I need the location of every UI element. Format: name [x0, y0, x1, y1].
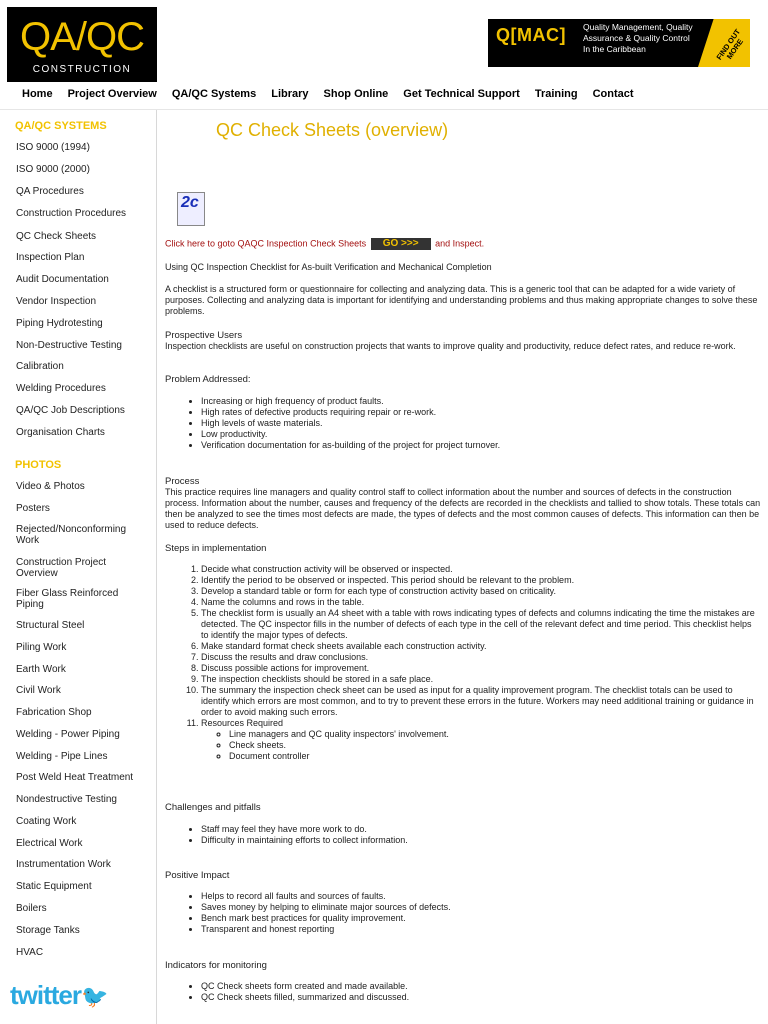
sidebar-item[interactable]: Calibration [16, 361, 64, 372]
list-item: • Difficulty in maintaining efforts to collect information. [201, 835, 761, 846]
twitter-link[interactable] [10, 980, 107, 1011]
list-item: • Increasing or high frequency of product faults. [201, 396, 761, 407]
step-text: Name the columns and rows in the table. [201, 597, 365, 607]
problem-heading: Problem Addressed: [165, 374, 251, 385]
step-text: Discuss the results and draw conclusions. [201, 652, 369, 662]
process-text: This practice requires line managers and quality control staff to collect information about the number and sources of defects in the construction process. Information about the number, causes and frequency of the defects are recorded in the checklists and tallied to show totals. These totals can then be analyzed to see the times most defects are made, the types of defects and the most common causes of defects. This information can then be used to reduce defects. [165, 487, 761, 530]
step-item [201, 597, 761, 608]
sidebar-item[interactable]: QC Check Sheets [16, 231, 97, 242]
list-item: • Bench mark best practices for quality improvement. [201, 913, 761, 924]
sidebar-item[interactable]: ISO 9000 (1994) [16, 142, 90, 153]
list-item: • Staff may feel they have more work to do. [201, 824, 761, 835]
sidebar-heading-photos: PHOTOS [15, 459, 62, 471]
sidebar-item[interactable]: Welding - Pipe Lines [16, 751, 108, 762]
sidebar-item[interactable]: Fabrication Shop [16, 707, 92, 718]
sidebar-item[interactable]: Construction Project Overview [16, 557, 107, 579]
list-item: • QC Check sheets form created and made available. [201, 981, 761, 992]
step-item [201, 652, 761, 663]
process-heading: Process [165, 476, 200, 487]
nav-training[interactable]: Training [534, 88, 578, 100]
sidebar-item[interactable]: Piling Work [16, 642, 67, 653]
list-item: • High levels of waste materials. [201, 418, 761, 429]
sidebar-item[interactable]: QA/QC Job Descriptions [16, 405, 125, 416]
problems-list [165, 396, 761, 451]
sidebar-item[interactable]: HVAC [16, 947, 44, 958]
indicators-list [165, 981, 761, 1003]
sidebar-heading-systems: QA/QC SYSTEMS [15, 120, 107, 132]
sidebar-item[interactable]: Welding - Power Piping [16, 729, 120, 740]
sidebar-item[interactable]: Structural Steel [16, 620, 85, 631]
banner-tagline: Quality Management, Quality Assurance & Quality Control In the Caribbean [583, 22, 693, 54]
step-item [201, 575, 761, 586]
indicators-heading: Indicators for monitoring [165, 960, 267, 971]
resource-item: ◦ Check sheets. [229, 740, 761, 751]
prospective-users-heading: Prospective Users [165, 330, 243, 341]
sidebar-item[interactable]: Non-Destructive Testing [16, 340, 122, 351]
step-text: Discuss possible actions for improvement. [201, 663, 370, 673]
sidebar-item[interactable]: Audit Documentation [16, 274, 109, 285]
sidebar-item[interactable]: Piping Hydrotesting [16, 318, 103, 329]
sidebar-item[interactable]: Coating Work [16, 816, 77, 827]
step-item [201, 685, 761, 718]
sidebar-item[interactable]: Nondestructive Testing [16, 794, 117, 805]
sidebar-item[interactable]: Static Equipment [16, 881, 92, 892]
step-text: Develop a standard table or form for each type of construction activity based on criticality. [201, 586, 557, 596]
list-item: • Helps to record all faults and sources of faults. [201, 891, 761, 902]
steps-heading: Steps in implementation [165, 543, 267, 554]
list-item: • QC Check sheets filled, summarized and discussed. [201, 992, 761, 1003]
nav-project-overview[interactable]: Project Overview [67, 88, 157, 100]
challenges-heading: Challenges and pitfalls [165, 802, 261, 813]
sidebar-item[interactable]: Earth Work [16, 664, 66, 675]
sidebar-item[interactable]: Storage Tanks [16, 925, 80, 936]
resources-list [201, 729, 761, 762]
sidebar-item[interactable]: Civil Work [16, 685, 61, 696]
sidebar-item[interactable]: Video & Photos [16, 481, 85, 492]
logo-text: QA/QC [20, 15, 144, 59]
step-text: The inspection checklists should be stored in a safe place. [201, 674, 434, 684]
find-out-more-link[interactable]: FIND OUT MORE [714, 27, 746, 62]
sidebar-item[interactable]: Organisation Charts [16, 427, 105, 438]
step-text: Make standard format check sheets available each construction activity. [201, 641, 487, 651]
challenges-list [165, 824, 761, 846]
sidebar-item[interactable]: Electrical Work [16, 838, 83, 849]
sidebar-item[interactable]: Construction Procedures [16, 208, 127, 219]
checklist-description: A checklist is a structured form or questionnaire for collecting and analyzing data. This is a generic tool that can be adapted for a wide variety of purposes. Collecting and analyzing data is important for identifying and understanding problems and thus making appropriate changes to solve these problems. [165, 284, 758, 316]
sidebar-item[interactable]: Posters [16, 503, 50, 514]
intro-line: Using QC Inspection Checklist for As-built Verification and Mechanical Completion [165, 262, 492, 272]
top-navigation [22, 88, 649, 102]
list-item: • Saves money by helping to eliminate major sources of defects. [201, 902, 761, 913]
step-text: The summary the inspection check sheet can be used as input for a quality improvement program. The checklist totals can be used to identify which errors are most common, and to try to prevent these errors in the future. Workers may need additional training or guidance in order to avoid making such errors. [201, 685, 754, 717]
step-item [201, 718, 761, 762]
sidebar-item[interactable]: Rejected/Nonconforming Work [16, 524, 127, 546]
sidebar-item[interactable]: ISO 9000 (2000) [16, 164, 90, 175]
twitter-logo-text: twitter [10, 980, 81, 1010]
sidebar [0, 110, 157, 1024]
nav-library[interactable]: Library [271, 88, 309, 100]
sidebar-item[interactable]: Instrumentation Work [16, 859, 111, 870]
step-item [201, 564, 761, 575]
positive-impact-heading: Positive Impact [165, 870, 230, 881]
sidebar-item[interactable]: Boilers [16, 903, 47, 914]
nav-shop-online[interactable]: Shop Online [323, 88, 389, 100]
nav-contact[interactable]: Contact [592, 88, 634, 100]
step-item [201, 586, 761, 597]
step-item [201, 608, 761, 641]
step-text: Decide what construction activity will be observed or inspected. [201, 564, 453, 574]
list-item: • Verification documentation for as-building of the project for project turnover. [201, 440, 761, 451]
list-item: • High rates of defective products requiring repair or re-work. [201, 407, 761, 418]
twitter-bird-icon: 🐦 [81, 984, 108, 1009]
sidebar-item[interactable]: Inspection Plan [16, 252, 85, 263]
resource-item: ◦ Line managers and QC quality inspectors' involvement. [229, 729, 761, 740]
goto-link-text[interactable]: Click here to goto QAQC Inspection Check Sheets [165, 238, 367, 249]
step-item [201, 674, 761, 685]
sidebar-item[interactable]: Post Weld Heat Treatment [16, 772, 134, 783]
sidebar-item[interactable]: Vendor Inspection [16, 296, 97, 307]
resource-item: ◦ Document controller [229, 751, 761, 762]
nav-home[interactable]: Home [22, 88, 53, 100]
steps-list [165, 564, 761, 762]
qc-document-icon: 2c [177, 192, 205, 226]
logo-subtext: CONSTRUCTION [32, 64, 132, 75]
sidebar-item[interactable]: QA Procedures [16, 186, 84, 197]
nav-get-technical-support[interactable]: Get Technical Support [403, 88, 520, 100]
step-text: Identify the period to be observed or inspected. This period should be relevant to the problem. [201, 575, 575, 585]
step-text: Resources Required [201, 718, 284, 728]
nav-qa-qc-systems[interactable]: QA/QC Systems [171, 88, 257, 100]
goto-check-sheets-line[interactable] [165, 238, 484, 250]
go-button[interactable]: GO >>> [371, 238, 431, 250]
step-text: The checklist form is usually an A4 sheet with a table with rows indicating types of defects and columns indicating the time the mistakes are detected. The QC inspector fills in the number of defects of each type in the cell of the relevant defect and time period. This checklist helps to identify the major types of defects. [201, 608, 755, 640]
list-item: • Transparent and honest reporting [201, 924, 761, 935]
site-logo[interactable] [7, 7, 157, 82]
sidebar-item[interactable]: Fiber Glass Reinforced Piping [16, 588, 119, 610]
qmac-banner[interactable] [488, 19, 750, 67]
list-item: • Low productivity. [201, 429, 761, 440]
prospective-users-text: Inspection checklists are useful on construction projects that wants to improve quality and productivity, reduce defect rates, and reduce re-work. [165, 341, 736, 351]
goto-link-suffix[interactable]: and Inspect. [435, 238, 485, 249]
positive-impact-list [165, 891, 761, 935]
page-title: QC Check Sheets (overview) [216, 120, 449, 140]
banner-brand: Q[MAC] [496, 25, 566, 45]
step-item [201, 663, 761, 674]
sidebar-item[interactable]: Welding Procedures [16, 383, 106, 394]
step-item [201, 641, 761, 652]
